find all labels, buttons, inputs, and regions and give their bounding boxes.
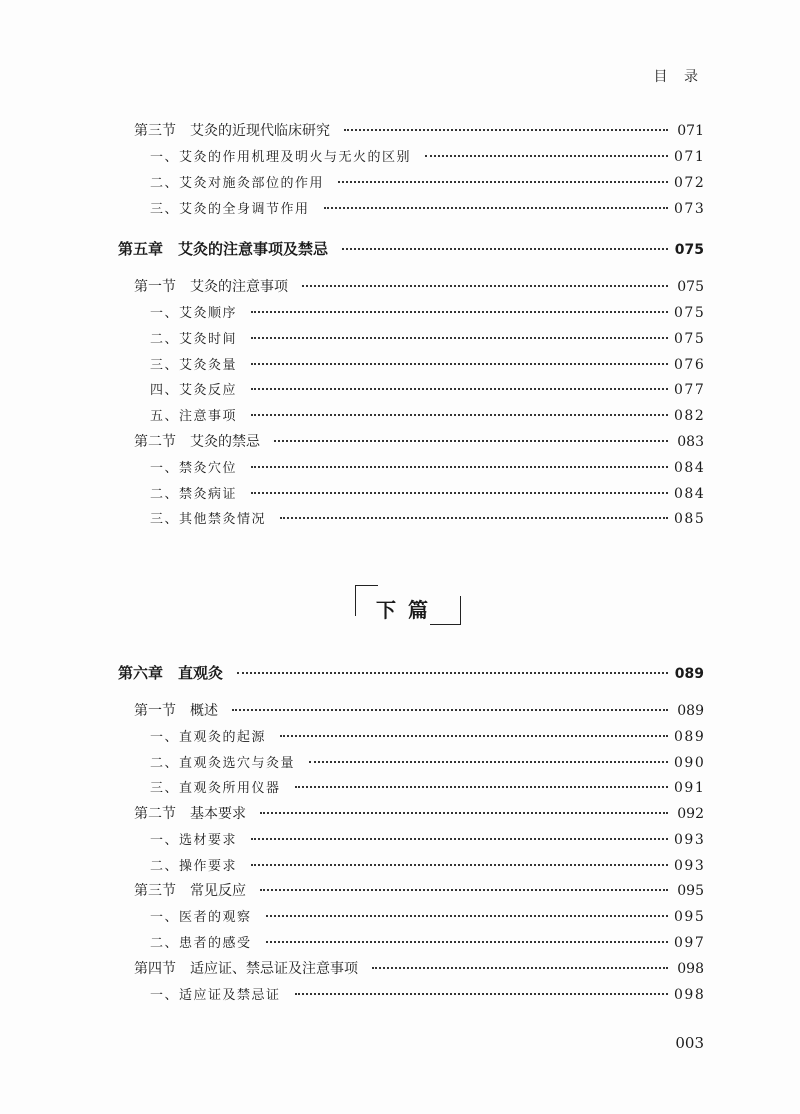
- toc-entry-page: 097: [674, 935, 706, 951]
- toc-entry-page: 072: [674, 175, 706, 191]
- dot-leader: [295, 786, 668, 788]
- toc-entry-page: 092: [677, 806, 704, 822]
- running-header: 目 录: [653, 69, 704, 85]
- dot-leader: [251, 466, 668, 468]
- toc-entry-title: 第三节 常见反应: [134, 883, 246, 899]
- toc-item-row: [0, 405, 800, 424]
- dot-leader: [280, 735, 668, 737]
- toc-entry-page: 098: [674, 987, 706, 1003]
- toc-entry-title: 第一节 艾灸的注意事项: [134, 279, 288, 295]
- dot-leader: [251, 492, 668, 494]
- toc-item-row: [0, 483, 800, 502]
- toc-item-row: [0, 855, 800, 874]
- dot-leader: [342, 248, 668, 250]
- toc-item-row: [0, 752, 800, 771]
- toc-entry-title: 第三节 艾灸的近现代临床研究: [134, 123, 330, 139]
- toc-item-row: [0, 829, 800, 848]
- toc-entry-title: 三、其他禁灸情况: [150, 512, 267, 527]
- dot-leader: [338, 181, 668, 183]
- dot-leader: [232, 709, 668, 711]
- toc-entry-title: 三、艾灸灸量: [150, 358, 238, 373]
- dot-leader: [251, 864, 668, 866]
- dot-leader: [251, 363, 668, 365]
- toc-entry-title: 一、适应证及禁忌证: [150, 988, 281, 1003]
- toc-entry-page: 075: [674, 242, 704, 258]
- toc-item-row: [0, 906, 800, 925]
- dot-leader: [266, 915, 668, 917]
- toc-item-row: [0, 379, 800, 398]
- toc-entry-title: 一、禁灸穴位: [150, 461, 238, 476]
- toc-entry-title: 第四节 适应证、禁忌证及注意事项: [134, 961, 358, 977]
- toc-item-row: [0, 726, 800, 745]
- toc-entry-title: 二、操作要求: [150, 859, 238, 874]
- toc-entry-page: 090: [674, 755, 706, 771]
- toc-entry-title: 一、医者的观察: [150, 910, 252, 925]
- toc-entry-title: 一、选材要求: [150, 833, 238, 848]
- toc-entry-title: 一、艾灸顺序: [150, 306, 238, 321]
- toc-entry-title: 五、注意事项: [150, 409, 238, 424]
- toc-entry-page: 093: [674, 858, 706, 874]
- toc-entry-page: 084: [674, 486, 706, 502]
- toc-section-row: [0, 803, 800, 823]
- toc-item-row: [0, 146, 800, 165]
- toc-entry-page: 073: [674, 201, 706, 217]
- toc-entry-title: 一、艾灸的作用机理及明火与无火的区别: [150, 150, 412, 165]
- dot-leader: [372, 967, 668, 969]
- toc-entry-page: 075: [677, 279, 704, 295]
- toc-item-row: [0, 508, 800, 527]
- toc-item-row: [0, 457, 800, 476]
- toc-entry-page: 089: [674, 666, 704, 682]
- dot-leader: [309, 761, 668, 763]
- toc-entry-page: 071: [674, 149, 706, 165]
- toc-item-row: [0, 984, 800, 1003]
- dot-leader: [260, 812, 668, 814]
- toc-chapter-row: [0, 662, 800, 683]
- toc-item-row: [0, 777, 800, 796]
- toc-item-row: [0, 302, 800, 321]
- dot-leader: [237, 672, 668, 674]
- dot-leader: [280, 517, 668, 519]
- toc-entry-title: 第一节 概述: [134, 703, 218, 719]
- toc-entry-page: 085: [674, 511, 706, 527]
- toc-entry-page: 095: [677, 883, 704, 899]
- dot-leader: [344, 129, 668, 131]
- toc-entry-title: 三、艾灸的全身调节作用: [150, 202, 310, 217]
- dot-leader: [251, 311, 668, 313]
- part-heading: [355, 585, 461, 625]
- toc-entry-page: 083: [677, 434, 704, 450]
- toc-chapter-row: [0, 238, 800, 259]
- toc-entry-title: 二、艾灸对施灸部位的作用: [150, 176, 325, 191]
- toc-entry-page: 084: [674, 460, 706, 476]
- toc-entry-title: 三、直观灸所用仪器: [150, 781, 281, 796]
- toc-section-row: [0, 431, 800, 451]
- part-label: 下篇: [376, 598, 440, 622]
- toc-entry-page: 089: [677, 703, 704, 719]
- toc-section-row: [0, 276, 800, 296]
- toc-entry-title: 第二节 基本要求: [134, 806, 246, 822]
- toc-item-row: [0, 198, 800, 217]
- toc-entry-title: 第二节 艾灸的禁忌: [134, 434, 260, 450]
- toc-entry-page: 076: [674, 357, 706, 373]
- toc-entry-title: 一、直观灸的起源: [150, 730, 267, 745]
- toc-entry-page: 075: [674, 305, 706, 321]
- toc-entry-page: 075: [674, 331, 706, 347]
- toc-entry-page: 077: [674, 382, 706, 398]
- toc-entry-page: 082: [674, 408, 706, 424]
- toc-entry-page: 089: [674, 729, 706, 745]
- dot-leader: [425, 155, 668, 157]
- toc-section-row: [0, 700, 800, 720]
- dot-leader: [295, 993, 668, 995]
- toc-entry-title: 第五章 艾灸的注意事项及禁忌: [118, 240, 329, 258]
- dot-leader: [324, 207, 668, 209]
- toc-entry-title: 二、艾灸时间: [150, 332, 238, 347]
- toc-item-row: [0, 172, 800, 191]
- dot-leader: [251, 337, 668, 339]
- toc-entry-title: 二、直观灸选穴与灸量: [150, 756, 296, 771]
- toc-entry-title: 四、艾灸反应: [150, 383, 238, 398]
- dot-leader: [251, 388, 668, 390]
- toc-entry-page: 071: [677, 123, 704, 139]
- toc-entry-title: 第六章 直观灸: [118, 664, 224, 682]
- toc-section-row: [0, 880, 800, 900]
- dot-leader: [266, 941, 668, 943]
- dot-leader: [251, 838, 668, 840]
- toc-entry-title: 二、患者的感受: [150, 936, 252, 951]
- toc-section-row: [0, 120, 800, 140]
- toc-section-row: [0, 958, 800, 978]
- page-number: 003: [675, 1034, 704, 1052]
- toc-entry-page: 091: [674, 780, 706, 796]
- dot-leader: [251, 414, 668, 416]
- dot-leader: [260, 889, 668, 891]
- toc-item-row: [0, 932, 800, 951]
- dot-leader: [302, 285, 668, 287]
- toc-entry-page: 095: [674, 909, 706, 925]
- dot-leader: [274, 440, 668, 442]
- toc-item-row: [0, 354, 800, 373]
- toc-item-row: [0, 328, 800, 347]
- toc-entry-title: 二、禁灸病证: [150, 487, 238, 502]
- toc-entry-page: 093: [674, 832, 706, 848]
- toc-entry-page: 098: [677, 961, 704, 977]
